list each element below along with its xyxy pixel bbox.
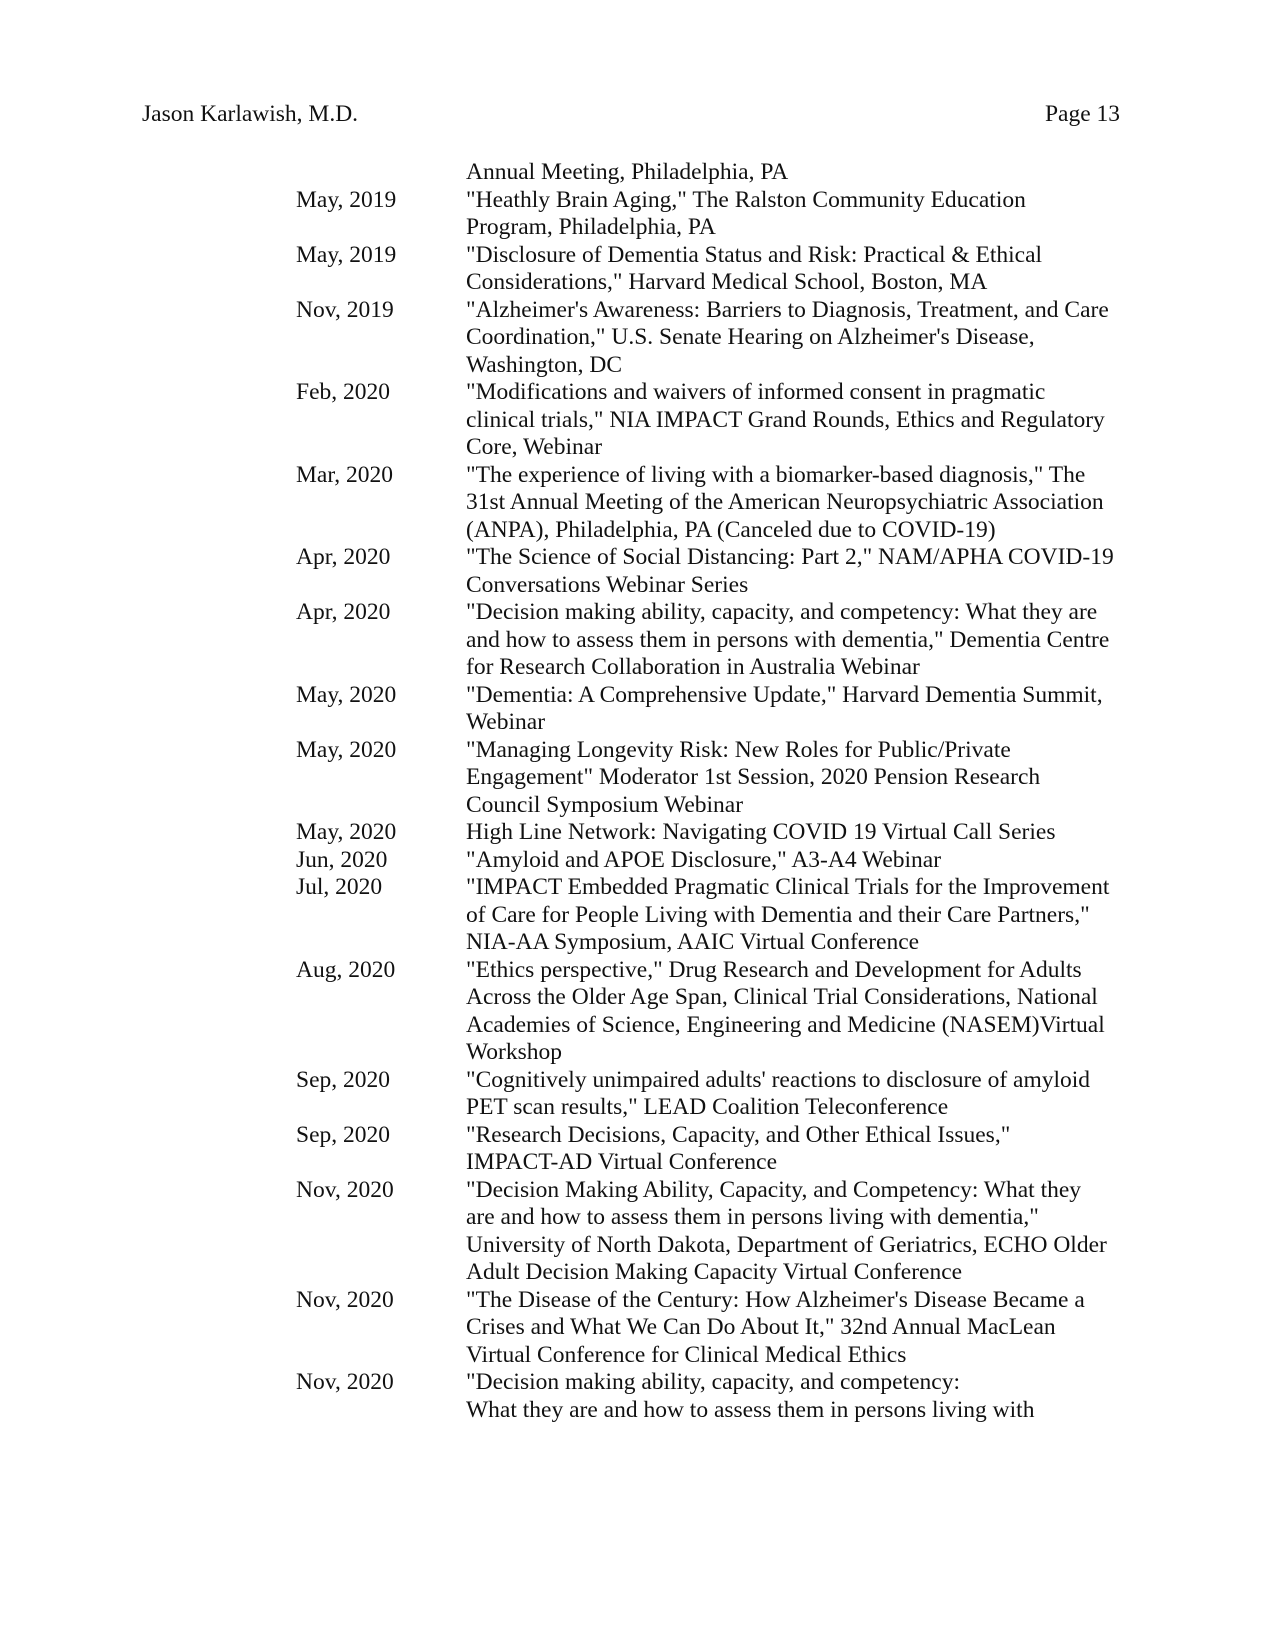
entry-line: Adult Decision Making Capacity Virtual Conference xyxy=(466,1259,963,1285)
entry-date: Jun, 2020 xyxy=(296,846,388,873)
entry-line: "Decision making ability, capacity, and competency: xyxy=(466,1369,961,1395)
list-item xyxy=(0,1287,1275,1370)
entry-line: High Line Network: Navigating COVID 19 Virtual Call Series xyxy=(466,819,1056,845)
entry-line: Virtual Conference for Clinical Medical Ethics xyxy=(466,1341,907,1368)
entry-description xyxy=(466,957,1156,1067)
entry-line: Considerations," Harvard Medical School, Boston, MA xyxy=(466,269,988,295)
entry-line: and how to assess them in persons with dementia," Dementia Centre xyxy=(466,626,1110,653)
page-header xyxy=(142,101,1120,131)
entry-line: PET scan results," LEAD Coalition Teleconference xyxy=(466,1094,949,1120)
entry-line: Coordination," U.S. Senate Hearing on Alzheimer's Disease, xyxy=(466,324,1035,350)
entry-date: Nov, 2020 xyxy=(296,1369,394,1395)
entry-date: May, 2020 xyxy=(296,819,397,845)
entry-line: for Research Collaboration in Australia Webinar xyxy=(466,654,920,680)
entry-line: Conversations Webinar Series xyxy=(466,571,749,598)
entry-date: Sep, 2020 xyxy=(296,1066,390,1093)
list-item xyxy=(0,1122,1275,1177)
entry-description xyxy=(466,599,1156,682)
entry-line: Workshop xyxy=(466,1039,563,1065)
entry-date: Aug, 2020 xyxy=(296,956,396,983)
entry-line: of Care for People Living with Dementia and their Care Partners," xyxy=(466,901,1090,928)
list-item xyxy=(0,544,1275,599)
list-item xyxy=(0,242,1275,297)
entry-line: Engagement" Moderator 1st Session, 2020 Pension Research xyxy=(466,764,1041,790)
entry-line: Crises and What We Can Do About It," 32nd Annual MacLean xyxy=(466,1314,1056,1340)
entry-line: Core, Webinar xyxy=(466,434,603,460)
entry-date: Nov, 2020 xyxy=(296,1176,394,1203)
entry-line: "Ethics perspective," Drug Research and Development for Adults xyxy=(466,956,1082,983)
entry-line: 31st Annual Meeting of the American Neuropsychiatric Association xyxy=(466,489,1104,515)
entry-description xyxy=(466,682,1156,737)
list-item xyxy=(0,874,1275,957)
entry-description xyxy=(466,242,1156,297)
entry-date: Nov, 2020 xyxy=(296,1286,394,1313)
entry-line: "Managing Longevity Risk: New Roles for Public/Private xyxy=(466,736,1011,763)
entry-date: Nov, 2019 xyxy=(296,296,394,323)
entry-line: Webinar xyxy=(466,709,546,735)
entry-line: "Cognitively unimpaired adults' reactions to disclosure of amyloid xyxy=(466,1066,1091,1093)
list-item xyxy=(0,819,1275,847)
entry-line: Annual Meeting, Philadelphia, PA xyxy=(466,159,789,185)
entry-date: Feb, 2020 xyxy=(296,379,390,405)
entry-description xyxy=(466,847,1156,875)
list-item xyxy=(0,379,1275,462)
entry-line: "Modifications and waivers of informed consent in pragmatic xyxy=(466,379,1046,405)
list-item xyxy=(0,1067,1275,1122)
list-item xyxy=(0,462,1275,545)
entry-date: Jul, 2020 xyxy=(296,874,383,900)
entry-description xyxy=(466,1122,1156,1177)
entry-date: Apr, 2020 xyxy=(296,544,391,570)
entry-line: clinical trials," NIA IMPACT Grand Rounds, Ethics and Regulatory xyxy=(466,406,1105,433)
entry-description xyxy=(466,159,1156,187)
list-item xyxy=(0,1177,1275,1287)
entry-line: IMPACT-AD Virtual Conference xyxy=(466,1149,778,1175)
entry-description xyxy=(466,379,1156,462)
entry-description xyxy=(466,544,1156,599)
entry-line: What they are and how to assess them in persons living with xyxy=(466,1396,1035,1423)
entry-date: Mar, 2020 xyxy=(296,461,393,488)
list-item xyxy=(0,599,1275,682)
entry-description xyxy=(466,462,1156,545)
entry-line: Washington, DC xyxy=(466,351,623,378)
entry-date: May, 2020 xyxy=(296,681,397,708)
entry-line: "Amyloid and APOE Disclosure," A3-A4 Webinar xyxy=(466,846,942,873)
presentations-list xyxy=(0,159,1275,1424)
list-item xyxy=(0,847,1275,875)
entry-description xyxy=(466,1067,1156,1122)
list-item xyxy=(0,737,1275,820)
entry-line: "Decision making ability, capacity, and competency: What they are xyxy=(466,599,1098,625)
entry-line: "Decision Making Ability, Capacity, and Competency: What they xyxy=(466,1176,1082,1203)
entry-description xyxy=(466,874,1156,957)
entry-line: "Research Decisions, Capacity, and Other Ethical Issues," xyxy=(466,1121,1011,1148)
entry-line: "Heathly Brain Aging," The Ralston Community Education xyxy=(466,186,1026,213)
list-item xyxy=(0,957,1275,1067)
entry-date: Apr, 2020 xyxy=(296,599,391,625)
entry-description xyxy=(466,1177,1156,1287)
entry-description xyxy=(466,1369,1156,1424)
entry-date: Sep, 2020 xyxy=(296,1121,390,1148)
entry-line: "The experience of living with a biomarker-based diagnosis," The xyxy=(466,461,1086,488)
list-item xyxy=(0,682,1275,737)
entry-date: May, 2019 xyxy=(296,186,397,213)
entry-line: Program, Philadelphia, PA xyxy=(466,214,716,240)
entry-line: "Alzheimer's Awareness: Barriers to Diagnosis, Treatment, and Care xyxy=(466,296,1109,323)
entry-line: "Dementia: A Comprehensive Update," Harvard Dementia Summit, xyxy=(466,681,1103,708)
page-number: Page 13 xyxy=(1044,101,1120,127)
entry-line: Council Symposium Webinar xyxy=(466,791,744,818)
list-item xyxy=(0,297,1275,380)
entry-line: "The Science of Social Distancing: Part 2," NAM/APHA COVID-19 xyxy=(466,544,1114,570)
entry-line: "IMPACT Embedded Pragmatic Clinical Trials for the Improvement xyxy=(466,874,1110,900)
list-item xyxy=(0,1369,1275,1424)
entry-line: are and how to assess them in persons living with dementia," xyxy=(466,1204,1039,1230)
entry-date: May, 2019 xyxy=(296,241,397,268)
entry-line: "Disclosure of Dementia Status and Risk: Practical & Ethical xyxy=(466,241,1043,268)
entry-line: NIA-AA Symposium, AAIC Virtual Conference xyxy=(466,929,920,955)
entry-line: "The Disease of the Century: How Alzheimer's Disease Became a xyxy=(466,1286,1085,1313)
author-name: Jason Karlawish, M.D. xyxy=(142,101,359,127)
entry-line: Across the Older Age Span, Clinical Trial Considerations, National xyxy=(466,984,1098,1010)
entry-line: (ANPA), Philadelphia, PA (Canceled due to COVID-19) xyxy=(466,516,996,543)
entry-date: May, 2020 xyxy=(296,736,397,763)
entry-description xyxy=(466,737,1156,820)
entry-line: Academies of Science, Engineering and Medicine (NASEM)Virtual xyxy=(466,1011,1105,1038)
entry-line: University of North Dakota, Department of Geriatrics, ECHO Older xyxy=(466,1231,1107,1258)
entry-description xyxy=(466,819,1156,847)
entry-description xyxy=(466,297,1156,380)
entry-description xyxy=(466,187,1156,242)
list-item xyxy=(0,187,1275,242)
list-item xyxy=(0,159,1275,187)
entry-description xyxy=(466,1287,1156,1370)
